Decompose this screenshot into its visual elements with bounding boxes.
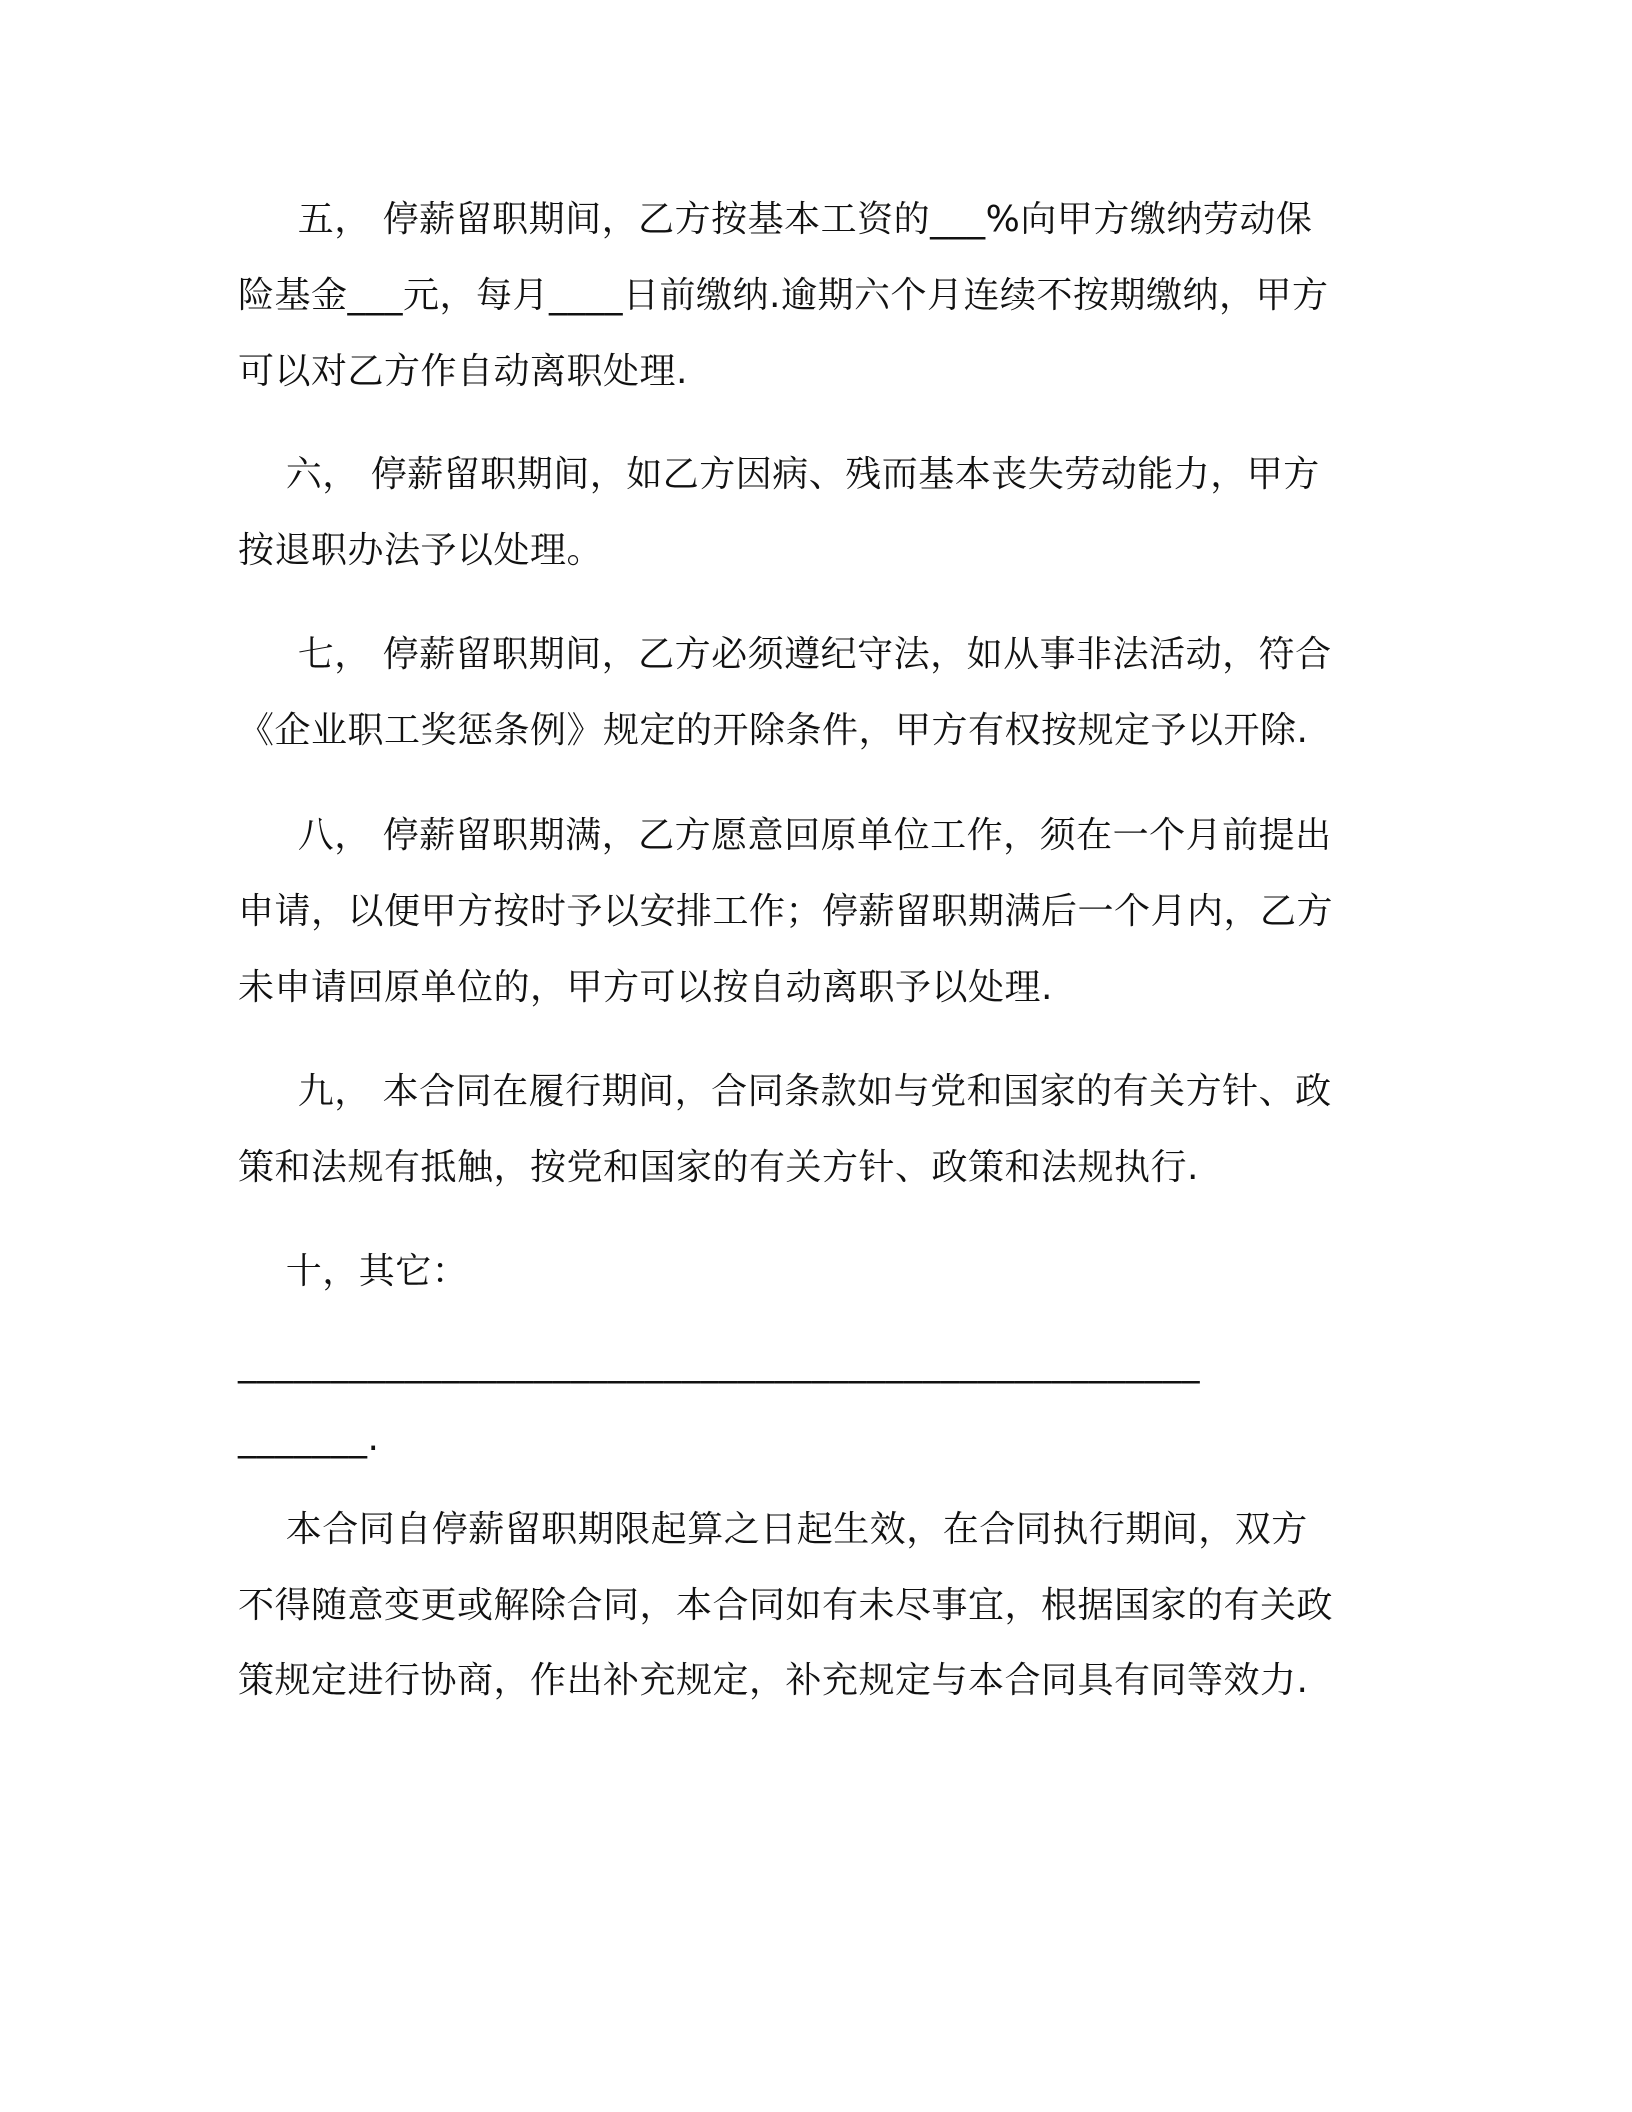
- clause-7-line-1: 七， 停薪留职期间，乙方必须遵纪守法，如从事非法活动，符合: [238, 634, 1332, 675]
- clause-8-line-1: 八， 停薪留职期满，乙方愿意回原单位工作，须在一个月前提出: [238, 815, 1332, 856]
- clause-5-line-2: 险基金___元，每月____日前缴纳.逾期六个月连续不按期缴纳，甲方: [238, 275, 1329, 316]
- clause-5-line-3: 可以对乙方作自动离职处理.: [238, 351, 688, 392]
- clause-6-line-2: 按退职办法予以处理。: [238, 530, 604, 571]
- closing-line-1: 本合同自停薪留职期限起算之日起生效，在合同执行期间，双方: [238, 1509, 1308, 1550]
- clause-10-line-1: 十，其它：: [238, 1251, 469, 1292]
- clause-9-line-1: 九， 本合同在履行期间，合同条款如与党和国家的有关方针、政: [238, 1071, 1332, 1112]
- clause-7-line-2: 《企业职工奖惩条例》规定的开除条件，甲方有权按规定予以开除.: [238, 710, 1309, 751]
- closing-line-3: 策规定进行协商，作出补充规定，补充规定与本合同具有同等效力.: [238, 1660, 1309, 1701]
- clause-9-line-2: 策和法规有抵触，按党和国家的有关方针、政策和法规执行.: [238, 1147, 1199, 1188]
- clause-10-blank-line-1: ____________________________________________________: [238, 1343, 1200, 1384]
- clause-8-line-3: 未申请回原单位的，甲方可以按自动离职予以处理.: [238, 967, 1053, 1008]
- closing-line-2: 不得随意变更或解除合同，本合同如有未尽事宜，根据国家的有关政: [238, 1585, 1334, 1626]
- clause-10-blank-line-2: _______.: [238, 1418, 380, 1459]
- clause-6-line-1: 六， 停薪留职期间，如乙方因病、残而基本丧失劳动能力，甲方: [238, 454, 1320, 495]
- clause-8-line-2: 申请，以便甲方按时予以安排工作；停薪留职期满后一个月内，乙方: [238, 891, 1334, 932]
- clause-5-line-1: 五， 停薪留职期间，乙方按基本工资的___%向甲方缴纳劳动保: [238, 199, 1313, 240]
